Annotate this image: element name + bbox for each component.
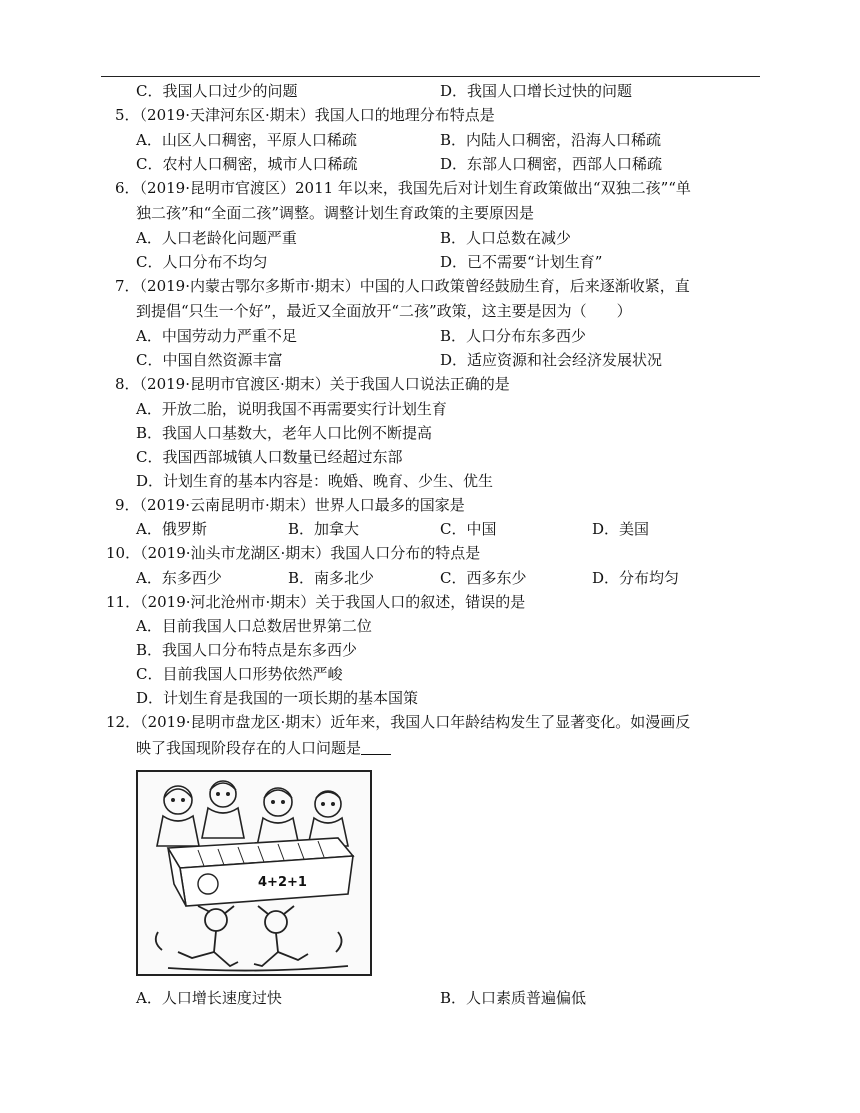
q12-stem-cont-text: 映了我国现阶段存在的人口问题是 xyxy=(136,739,362,757)
q8-option-c[interactable]: C．我国西部城镇人口数量已经超过东部 xyxy=(136,448,403,466)
q7-option-c[interactable]: C．中国自然资源丰富 xyxy=(136,351,283,369)
q11-option-a[interactable]: A．目前我国人口总数居世界第二位 xyxy=(136,617,372,635)
q5-option-a[interactable]: A．山区人口稠密，平原人口稀疏 xyxy=(136,131,357,149)
q6-option-a[interactable]: A．人口老龄化问题严重 xyxy=(136,229,297,247)
q6-option-d[interactable]: D．已不需要“计划生育” xyxy=(440,253,603,271)
q5-option-d[interactable]: D．东部人口稠密，西部人口稀疏 xyxy=(440,155,663,173)
answer-blank[interactable] xyxy=(361,738,391,755)
q7-option-a[interactable]: A．中国劳动力严重不足 xyxy=(136,327,297,345)
cartoon-drawing xyxy=(138,772,370,974)
cartoon-image xyxy=(136,770,372,976)
q9-option-b[interactable]: B．加拿大 xyxy=(288,520,360,538)
q10-stem: 10．（2019·汕头市龙湖区·期末）我国人口分布的特点是 xyxy=(106,544,481,562)
q10-option-b[interactable]: B．南多北少 xyxy=(288,569,375,587)
q8-option-d[interactable]: D．计划生育的基本内容是：晚婚、晚育、少生、优生 xyxy=(136,472,494,490)
q6-stem-cont: 独二孩”和“全面二孩”调整。调整计划生育政策的主要原因是 xyxy=(136,204,535,222)
q11-stem: 11．（2019·河北沧州市·期末）关于我国人口的叙述，错误的是 xyxy=(106,593,526,611)
q4-option-c[interactable]: C．我国人口过少的问题 xyxy=(136,82,298,100)
q11-option-c[interactable]: C．目前我国人口形势依然严峻 xyxy=(136,665,343,683)
q7-stem: 7．（2019·内蒙古鄂尔多斯市·期末）中国的人口政策曾经鼓励生育，后来逐渐收紧，直 xyxy=(115,277,690,295)
q7-stem-cont: 到提倡“只生一个好”，最近又全面放开“二孩”政策，这主要是因为（ ） xyxy=(136,302,632,320)
q9-option-a[interactable]: A．俄罗斯 xyxy=(136,520,207,538)
q10-option-d[interactable]: D．分布均匀 xyxy=(592,569,680,587)
q5-option-c[interactable]: C．农村人口稠密，城市人口稀疏 xyxy=(136,155,358,173)
q8-option-a[interactable]: A．开放二胎，说明我国不再需要实行计划生育 xyxy=(136,400,447,418)
q10-option-a[interactable]: A．东多西少 xyxy=(136,569,222,587)
q9-option-c[interactable]: C．中国 xyxy=(440,520,497,538)
q4-option-d[interactable]: D．我国人口增长过快的问题 xyxy=(440,82,633,100)
q11-option-d[interactable]: D．计划生育是我国的一项长期的基本国策 xyxy=(136,689,419,707)
q10-option-c[interactable]: C．西多东少 xyxy=(440,569,527,587)
q12-option-b[interactable]: B．人口素质普遍偏低 xyxy=(440,989,587,1007)
q11-option-b[interactable]: B．我国人口分布特点是东多西少 xyxy=(136,641,358,659)
q9-stem: 9．（2019·云南昆明市·期末）世界人口最多的国家是 xyxy=(115,496,465,514)
q8-stem: 8．（2019·昆明市官渡区·期末）关于我国人口说法正确的是 xyxy=(115,375,510,393)
q5-stem: 5．（2019·天津河东区·期末）我国人口的地理分布特点是 xyxy=(115,106,495,124)
house-label: 4+2+1 xyxy=(258,875,307,890)
q6-option-c[interactable]: C．人口分布不均匀 xyxy=(136,253,268,271)
q8-option-b[interactable]: B．我国人口基数大，老年人口比例不断提高 xyxy=(136,424,433,442)
q12-option-a[interactable]: A．人口增长速度过快 xyxy=(136,989,282,1007)
q12-stem: 12．（2019·昆明市盘龙区·期末）近年来，我国人口年龄结构发生了显著变化。如漫画反 xyxy=(106,713,691,731)
q6-stem: 6．（2019·昆明市官渡区）2011 年以来，我国先后对计划生育政策做出“双独二孩”“单 xyxy=(115,179,691,197)
q6-option-b[interactable]: B．人口总数在减少 xyxy=(440,229,572,247)
q9-option-d[interactable]: D．美国 xyxy=(592,520,650,538)
q5-option-b[interactable]: B．内陆人口稠密，沿海人口稀疏 xyxy=(440,131,662,149)
q7-option-d[interactable]: D．适应资源和社会经济发展状况 xyxy=(440,351,663,369)
q12-stem-cont xyxy=(136,737,391,759)
q7-option-b[interactable]: B．人口分布东多西少 xyxy=(440,327,587,345)
